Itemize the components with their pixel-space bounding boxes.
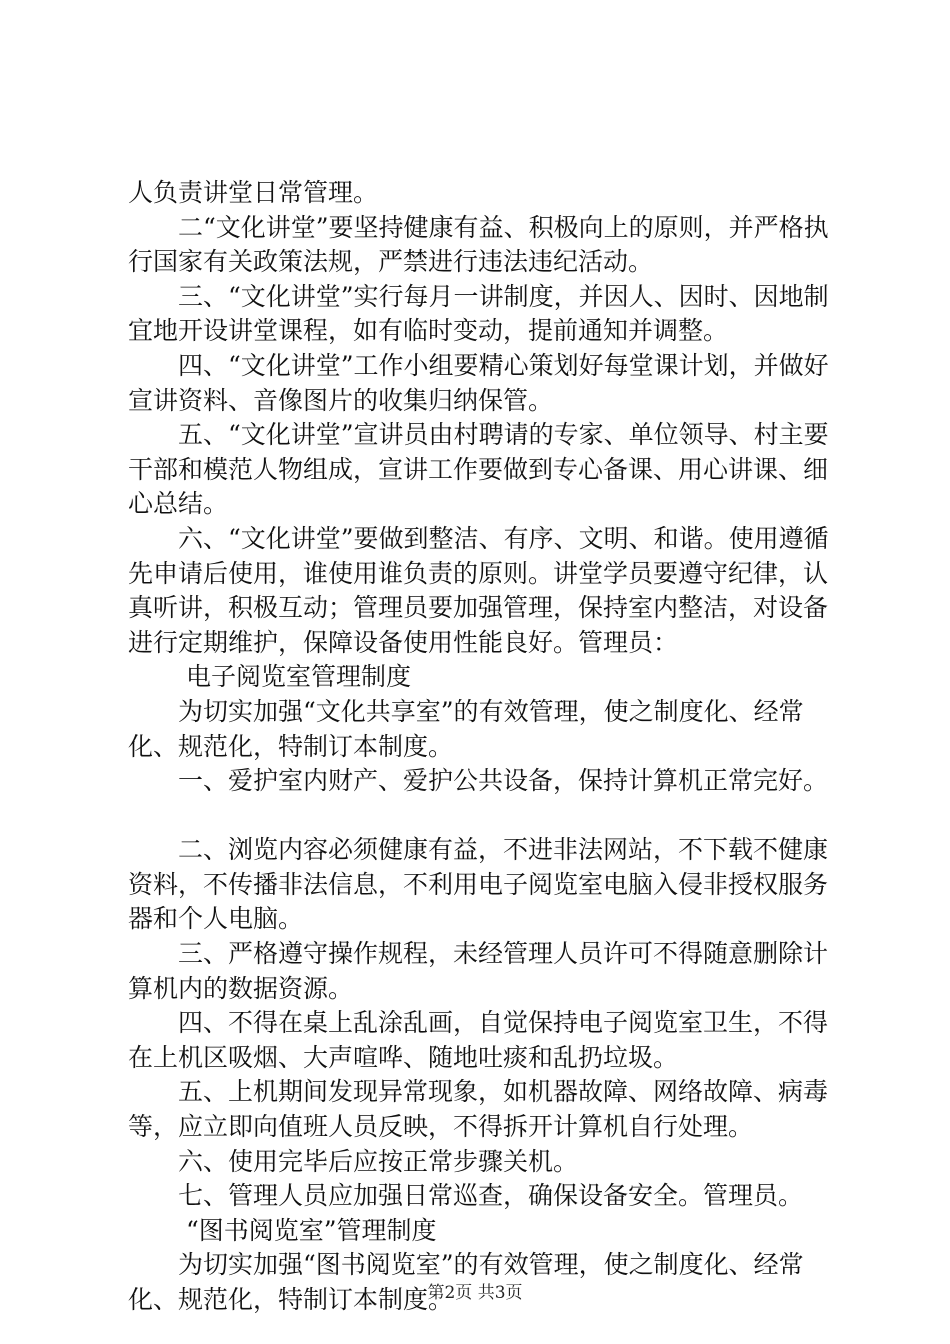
paragraph-e-reading-rule-2: 二、浏览内容必须健康有益，不进非法网站，不下载不健康资料，不传播非法信息，不利用电子阅览室电脑入侵非授权服务器和个人电脑。 bbox=[128, 835, 829, 934]
page-number-footer: 第2页 共3页 bbox=[427, 1283, 523, 1303]
blank-line bbox=[128, 799, 848, 834]
paragraph-rule-2: 二“文化讲堂”要坚持健康有益、积极向上的原则，并严格执行国家有关政策法规，严禁进行违法违纪活动。 bbox=[128, 212, 829, 277]
paragraph-e-reading-intro: 为切实加强“文化共享室”的有效管理，使之制度化、经常化、规范化，特制订本制度。 bbox=[128, 696, 804, 761]
paragraph-e-reading-rule-5: 五、上机期间发现异常现象，如机器故障、网络故障、病毒等，应立即向值班人员反映，不得拆开计算机自行处理。 bbox=[128, 1077, 829, 1142]
document-body bbox=[128, 176, 848, 1318]
paragraph-e-reading-rule-3: 三、严格遵守操作规程，未经管理人员许可不得随意删除计算机内的数据资源。 bbox=[128, 939, 829, 1003]
paragraph-rule-5: 五、“文化讲堂”宣讲员由村聘请的专家、单位领导、村主要干部和模范人物组成，宣讲工作要做到专心备课、用心讲课、细心总结。 bbox=[128, 420, 829, 519]
paragraph-book-reading-intro: 为切实加强“图书阅览室”的有效管理，使之制度化、经常化、规范化，特制订本制度。 bbox=[128, 1250, 804, 1314]
paragraph-e-reading-rule-1: 一、爱护室内财产、爱护公共设备，保持计算机正常完好。 bbox=[178, 766, 829, 796]
paragraph-rule-3: 三、“文化讲堂”实行每月一讲制度，并因人、因时、因地制宜地开设讲堂课程，如有临时变动，提前通知并调整。 bbox=[128, 281, 829, 346]
section-heading-book-reading-room: “图书阅览室”管理制度 bbox=[186, 1215, 437, 1245]
paragraph-e-reading-rule-4: 四、不得在桌上乱涂乱画，自觉保持电子阅览室卫生，不得在上机区吸烟、大声喧哗、随地吐痰和乱扔垃圾。 bbox=[128, 1008, 829, 1072]
paragraph-rule-6: 六、“文化讲堂”要做到整洁、有序、文明、和谐。使用遵循先申请后使用，谁使用谁负责的原则。讲堂学员要遵守纪律，认真听讲，积极互动；管理员要加强管理，保持室内整洁，对设备进行定期维护，保障设备使用性能良好。管理员： bbox=[128, 523, 829, 657]
paragraph-e-reading-rule-7: 七、管理人员应加强日常巡查，确保设备安全。管理员。 bbox=[178, 1181, 804, 1211]
paragraph-rule-4: 四、“文化讲堂”工作小组要精心策划好每堂课计划，并做好宣讲资料、音像图片的收集归纳保管。 bbox=[128, 350, 829, 415]
paragraph-continuation: 人负责讲堂日常管理。 bbox=[128, 178, 379, 207]
paragraph-e-reading-rule-6: 六、使用完毕后应按正常步骤关机。 bbox=[178, 1146, 579, 1176]
section-heading-e-reading-room: 电子阅览室管理制度 bbox=[186, 662, 412, 692]
